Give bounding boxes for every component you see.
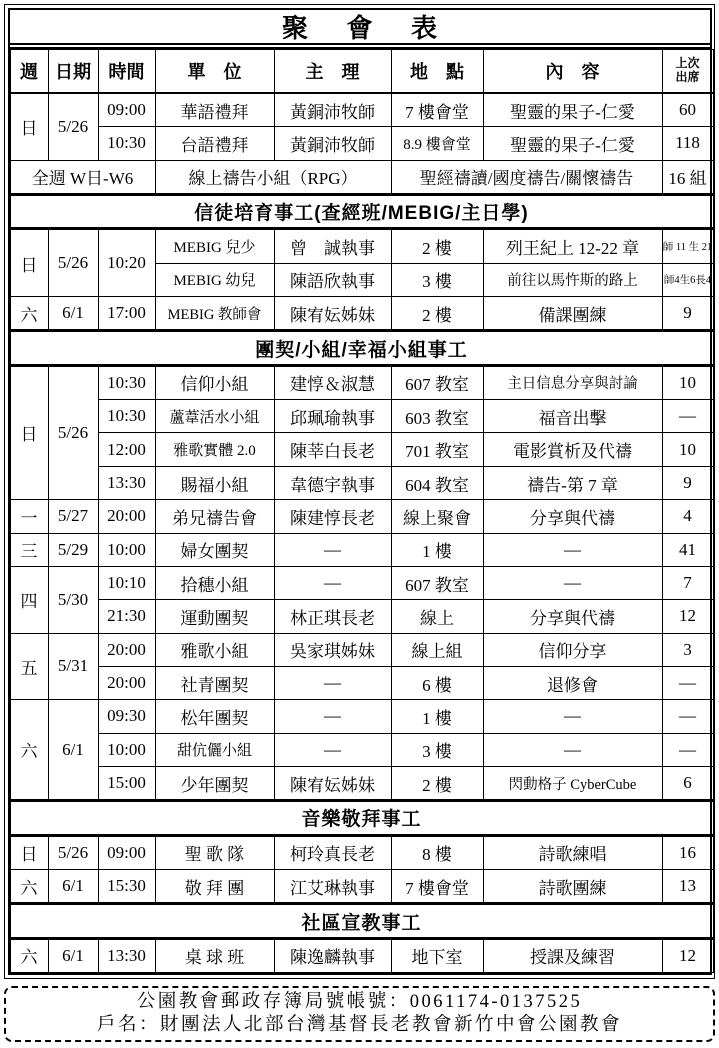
cell-date: 5/31	[48, 633, 98, 700]
cell-unit: 拾穗小組	[155, 566, 274, 599]
postal-account-line: 公園教會郵政存簿局號帳號：0061174-0137525	[136, 991, 583, 1012]
table-row-rpg	[10, 160, 713, 194]
cell-place: 7 樓會堂	[391, 93, 483, 127]
col-header-time: 時間	[98, 49, 155, 93]
cell-week: 日	[10, 835, 48, 869]
cell-content: 主日信息分享與討論	[483, 365, 662, 399]
cell-attendance: 41	[662, 533, 713, 566]
cell-content: 退修會	[483, 666, 662, 699]
cell-date: 6/1	[48, 870, 98, 904]
section-header-music-worship: 音樂敬拜事工	[10, 801, 713, 835]
cell-date: 5/26	[48, 93, 98, 160]
col-header-place: 地 點	[391, 49, 483, 93]
cell-leader: 陳莘白長老	[274, 433, 391, 466]
cell-attendance: —	[662, 733, 713, 766]
cell-week: 六	[10, 870, 48, 904]
cell-date: 6/1	[48, 938, 98, 973]
section-header-row	[10, 195, 713, 229]
cell-content: 聖靈的果子-仁愛	[483, 127, 662, 160]
cell-date: 5/26	[48, 835, 98, 869]
cell-content: —	[483, 733, 662, 766]
cell-leader: —	[274, 566, 391, 599]
cell-date: 6/1	[48, 700, 98, 801]
cell-week: 六	[10, 700, 48, 801]
section-header-row	[10, 904, 713, 938]
table-inner-frame	[8, 8, 712, 976]
cell-leader: 陳語欣執事	[274, 263, 391, 296]
cell-time: 21:30	[98, 600, 155, 633]
cell-leader: 黃銅沛牧師	[274, 93, 391, 127]
cell-unit: MEBIG 兒少	[155, 229, 274, 263]
cell-content: 電影賞析及代禱	[483, 433, 662, 466]
col-header-week: 週	[10, 49, 48, 93]
cell-unit: 甜伉儷小組	[155, 733, 274, 766]
cell-content: 前往以馬忤斯的路上	[483, 263, 662, 296]
cell-time: 09:30	[98, 700, 155, 733]
cell-place: 603 教室	[391, 400, 483, 433]
table-row	[10, 400, 713, 433]
cell-attendance: —	[662, 700, 713, 733]
cell-unit: 賜福小組	[155, 466, 274, 499]
cell-attendance: 9	[662, 466, 713, 499]
cell-unit: 桌 球 班	[155, 938, 274, 973]
table-row	[10, 633, 713, 666]
cell-content: —	[483, 533, 662, 566]
cell-attendance: 3	[662, 633, 713, 666]
table-row	[10, 500, 713, 533]
cell-content: 分享與代禱	[483, 500, 662, 533]
col-header-leader: 主 理	[274, 49, 391, 93]
cell-time: 10:30	[98, 127, 155, 160]
cell-unit: MEBIG 幼兒	[155, 263, 274, 296]
table-row	[10, 93, 713, 127]
cell-week-span: 全週 W日-W6	[10, 160, 155, 194]
meeting-schedule-table	[10, 49, 714, 974]
cell-place: 701 教室	[391, 433, 483, 466]
cell-time: 20:00	[98, 500, 155, 533]
cell-leader: —	[274, 533, 391, 566]
cell-place: 7 樓會堂	[391, 870, 483, 904]
cell-leader: 江艾琳執事	[274, 870, 391, 904]
cell-week: 一	[10, 500, 48, 533]
cell-unit: 信仰小組	[155, 365, 274, 399]
table-row	[10, 229, 713, 263]
cell-time: 09:00	[98, 93, 155, 127]
col-header-date: 日期	[48, 49, 98, 93]
cell-date: 5/29	[48, 533, 98, 566]
col-header-last-bottom: 出席	[675, 69, 700, 84]
cell-time: 20:00	[98, 633, 155, 666]
table-row	[10, 766, 713, 800]
cell-unit: 華語禮拜	[155, 93, 274, 127]
section-header-row	[10, 331, 713, 365]
table-row	[10, 365, 713, 399]
account-name-line: 戶名：財團法人北部台灣基督長老教會新竹中會公園教會	[96, 1014, 622, 1035]
cell-leader: 韋德宇執事	[274, 466, 391, 499]
cell-attendance: 60	[662, 93, 713, 127]
cell-time: 10:00	[98, 533, 155, 566]
cell-week: 四	[10, 566, 48, 633]
cell-unit: 社青團契	[155, 666, 274, 699]
cell-leader: 建惇＆淑慧	[274, 365, 391, 399]
cell-week: 六	[10, 938, 48, 973]
cell-content: 禱告-第 7 章	[483, 466, 662, 499]
cell-leader: 陳宥妘姊妹	[274, 297, 391, 331]
cell-place: 607 教室	[391, 566, 483, 599]
col-header-unit: 單 位	[155, 49, 274, 93]
cell-place: 3 樓	[391, 263, 483, 296]
cell-attendance: 12	[662, 938, 713, 973]
cell-date: 5/26	[48, 365, 98, 499]
cell-place: 2 樓	[391, 766, 483, 800]
table-row	[10, 297, 713, 331]
table-row	[10, 666, 713, 699]
postal-account-box	[4, 986, 715, 1042]
cell-attendance: —	[662, 400, 713, 433]
cell-content: 授課及練習	[483, 938, 662, 973]
section-header-fellowship: 團契/小組/幸福小組事工	[10, 331, 713, 365]
cell-leader: 陳建惇長老	[274, 500, 391, 533]
col-header-content: 內 容	[483, 49, 662, 93]
page-title: 聚 會 表	[10, 10, 710, 49]
cell-place: 2 樓	[391, 297, 483, 331]
cell-place: 8.9 樓會堂	[391, 127, 483, 160]
cell-time: 09:00	[98, 835, 155, 869]
cell-place: 3 樓	[391, 733, 483, 766]
cell-content: —	[483, 700, 662, 733]
cell-week: 三	[10, 533, 48, 566]
cell-leader: —	[274, 666, 391, 699]
col-header-last-attendance	[662, 49, 713, 93]
table-row	[10, 127, 713, 160]
cell-unit: 弟兄禱告會	[155, 500, 274, 533]
table-row	[10, 835, 713, 869]
cell-time: 10:00	[98, 733, 155, 766]
cell-leader: 曾 誠執事	[274, 229, 391, 263]
cell-time: 10:30	[98, 365, 155, 399]
cell-week: 日	[10, 365, 48, 499]
column-header-row	[10, 49, 713, 93]
cell-attendance: 6	[662, 766, 713, 800]
section-header-row	[10, 801, 713, 835]
cell-content: 福音出擊	[483, 400, 662, 433]
cell-time: 15:00	[98, 766, 155, 800]
cell-leader: 邱珮瑜執事	[274, 400, 391, 433]
table-row	[10, 938, 713, 973]
section-header-discipleship: 信徒培育事工(查經班/MEBIG/主日學)	[10, 195, 713, 229]
cell-content: 閃動格子 CyberCube	[483, 766, 662, 800]
cell-time: 10:20	[98, 229, 155, 297]
cell-attendance: 9	[662, 297, 713, 331]
cell-attendance: 10	[662, 365, 713, 399]
cell-unit: 運動團契	[155, 600, 274, 633]
cell-leader: 林正琪長老	[274, 600, 391, 633]
cell-attendance: 118	[662, 127, 713, 160]
cell-unit: 雅歌小組	[155, 633, 274, 666]
cell-week: 日	[10, 229, 48, 297]
section-header-community-mission: 社區宣教事工	[10, 904, 713, 938]
cell-place: 2 樓	[391, 229, 483, 263]
table-row	[10, 466, 713, 499]
cell-leader: —	[274, 700, 391, 733]
cell-unit: 婦女團契	[155, 533, 274, 566]
table-row	[10, 700, 713, 733]
cell-place: 1 樓	[391, 700, 483, 733]
cell-week: 六	[10, 297, 48, 331]
cell-place: 6 樓	[391, 666, 483, 699]
cell-time: 12:00	[98, 433, 155, 466]
cell-week: 日	[10, 93, 48, 160]
cell-time: 13:30	[98, 466, 155, 499]
cell-unit-leader: 線上禱告小組（RPG）	[155, 160, 391, 194]
cell-time: 17:00	[98, 297, 155, 331]
cell-time: 15:30	[98, 870, 155, 904]
cell-attendance: 13	[662, 870, 713, 904]
table-row	[10, 870, 713, 904]
table-row	[10, 566, 713, 599]
cell-attendance: 10	[662, 433, 713, 466]
cell-attendance: —	[662, 666, 713, 699]
cell-time: 13:30	[98, 938, 155, 973]
cell-content: —	[483, 566, 662, 599]
cell-attendance: 16 組	[662, 160, 713, 194]
cell-place-content: 聖經禱讀/國度禱告/關懷禱告	[391, 160, 662, 194]
col-header-last-top: 上次	[675, 55, 700, 70]
cell-time: 10:30	[98, 400, 155, 433]
cell-attendance: 4	[662, 500, 713, 533]
cell-unit: 敬 拜 團	[155, 870, 274, 904]
cell-date: 6/1	[48, 297, 98, 331]
cell-place: 8 樓	[391, 835, 483, 869]
cell-leader: —	[274, 733, 391, 766]
table-row	[10, 600, 713, 633]
cell-content: 聖靈的果子-仁愛	[483, 93, 662, 127]
cell-unit: 聖 歌 隊	[155, 835, 274, 869]
cell-leader: 黃銅沛牧師	[274, 127, 391, 160]
cell-unit: 蘆葦活水小組	[155, 400, 274, 433]
cell-place: 線上聚會	[391, 500, 483, 533]
cell-place: 607 教室	[391, 365, 483, 399]
cell-unit: 台語禮拜	[155, 127, 274, 160]
cell-place: 線上	[391, 600, 483, 633]
cell-attendance: 16	[662, 835, 713, 869]
cell-content: 信仰分享	[483, 633, 662, 666]
table-outer-frame	[4, 4, 715, 979]
table-row	[10, 733, 713, 766]
cell-place: 地下室	[391, 938, 483, 973]
cell-leader: 陳逸麟執事	[274, 938, 391, 973]
cell-leader: 吳家琪姊妹	[274, 633, 391, 666]
cell-content: 分享與代禱	[483, 600, 662, 633]
cell-leader: 陳宥妘姊妹	[274, 766, 391, 800]
cell-unit: MEBIG 教師會	[155, 297, 274, 331]
cell-time: 20:00	[98, 666, 155, 699]
cell-place: 線上組	[391, 633, 483, 666]
cell-week: 五	[10, 633, 48, 700]
cell-attendance: 師4生6長4	[662, 263, 713, 296]
cell-attendance: 7	[662, 566, 713, 599]
table-row	[10, 433, 713, 466]
cell-date: 5/30	[48, 566, 98, 633]
cell-date: 5/26	[48, 229, 98, 297]
cell-time: 10:10	[98, 566, 155, 599]
cell-unit: 少年團契	[155, 766, 274, 800]
cell-content: 詩歌團練	[483, 870, 662, 904]
cell-attendance: 12	[662, 600, 713, 633]
cell-leader: 柯玲真長老	[274, 835, 391, 869]
table-row	[10, 533, 713, 566]
cell-place: 604 教室	[391, 466, 483, 499]
cell-content: 列王紀上 12-22 章	[483, 229, 662, 263]
cell-attendance: 師 11 生 21	[662, 229, 713, 263]
cell-unit: 松年團契	[155, 700, 274, 733]
cell-date: 5/27	[48, 500, 98, 533]
cell-content: 詩歌練唱	[483, 835, 662, 869]
cell-place: 1 樓	[391, 533, 483, 566]
cell-unit: 雅歌實體 2.0	[155, 433, 274, 466]
cell-content: 備課團練	[483, 297, 662, 331]
